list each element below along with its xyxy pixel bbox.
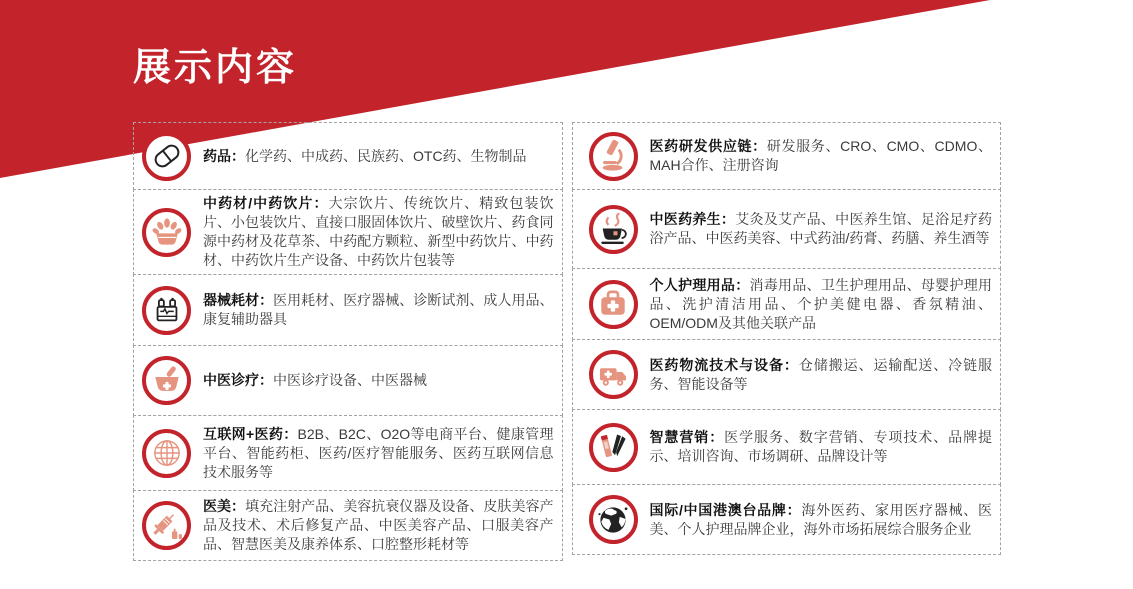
item-desc: 大宗饮片、传统饮片、精致包装饮片、小包装饮片、直接口服固体饮片、破壁饮片、药食同源中药材及花草茶、中药配方颗粒、新型中药饮片、中药材、中药饮片生产设备、中药饮片包装等 <box>203 195 554 268</box>
exhibit-item-international-brands <box>572 484 1002 555</box>
exhibit-item-pharma <box>133 122 563 190</box>
page-title: 展示内容 <box>133 47 298 89</box>
item-label: 医药研发供应链： <box>649 138 767 154</box>
exhibit-item-tcm-diagnosis <box>133 345 563 416</box>
item-label: 互联网+医药： <box>203 425 298 442</box>
item-label: 药品： <box>203 147 245 164</box>
truck-icon <box>589 350 638 399</box>
item-text <box>203 497 554 554</box>
item-text <box>203 371 427 390</box>
item-desc: 海外医药、家用医疗器械、医美、个人护理品牌企业，海外市场拓展综合服务企业 <box>649 501 993 537</box>
exhibit-item-smart-marketing <box>572 409 1002 485</box>
marker-pens-icon <box>589 423 638 472</box>
item-desc: 中医诊疗设备、中医器械 <box>273 372 427 388</box>
exhibit-item-herbs <box>133 189 563 275</box>
microscope-icon <box>589 132 638 181</box>
item-desc: 研发服务、CRO、CMO、CDMO、MAH合作、注册咨询 <box>649 138 992 173</box>
item-text <box>203 194 554 270</box>
item-desc: 消毒用品、卫生护理用品、母婴护理用品、洗护清洁用品、个护美健电器、香氛精油、OEM/ODM及其他关联产品 <box>649 276 993 331</box>
syringe-icon <box>142 501 191 550</box>
earth-icon <box>589 495 638 544</box>
item-desc: 化学药、中成药、民族药、OTC药、生物制品 <box>245 147 527 164</box>
item-label: 国际/中国港澳台品牌： <box>649 501 802 518</box>
item-text <box>650 356 993 394</box>
item-label: 器械耗材： <box>203 292 274 308</box>
item-label: 个人护理用品： <box>649 276 750 293</box>
item-label: 中医诊疗： <box>203 372 273 388</box>
item-text <box>650 137 993 175</box>
capsule-icon <box>142 132 191 181</box>
item-desc: 填充注射产品、美容抗衰仪器及设备、皮肤美容产品及技术、术后修复产品、中医美容产品、口服美容产品、智慧医美及康养体系、口腔整形耗材等 <box>203 498 554 552</box>
first-aid-bag-icon <box>589 280 638 329</box>
mortar-pestle-icon <box>142 356 191 405</box>
teacup-icon <box>589 205 638 254</box>
exhibit-item-logistics <box>572 339 1002 410</box>
item-label: 医美： <box>203 498 246 514</box>
column-right <box>572 122 1002 561</box>
item-desc: 医学服务、数字营销、专项技术、品牌提示、培训咨询、市场调研、品牌设计等 <box>649 429 993 464</box>
item-text <box>203 291 554 329</box>
item-label: 中医药养生： <box>649 211 736 227</box>
item-desc: 仓储搬运、运输配送、冷链服务、智能设备等 <box>649 356 993 392</box>
item-desc: B2B、B2C、O2O等电商平台、健康管理平台、智能药柜、医药/医疗智能服务、医药互联网信息技术服务等 <box>203 425 554 480</box>
exhibit-item-rnd-supply <box>572 122 1002 190</box>
exhibit-item-devices <box>133 274 563 346</box>
item-label: 中药材/中药饮片： <box>203 195 329 211</box>
exhibit-item-personal-care <box>572 268 1002 340</box>
item-text <box>203 425 554 482</box>
globe-grid-icon <box>142 429 191 478</box>
item-text <box>650 276 993 333</box>
herb-icon <box>142 208 191 257</box>
item-text <box>650 428 993 466</box>
item-desc: 艾灸及艾产品、中医养生馆、足浴足疗药浴产品、中医药美容、中式药油/药膏、药膳、养生酒等 <box>649 211 993 246</box>
medical-device-icon <box>142 286 191 335</box>
exhibit-item-tcm-wellness <box>572 189 1002 269</box>
column-left <box>133 122 563 561</box>
item-text <box>650 501 993 539</box>
item-desc: 医用耗材、医疗器械、诊断试剂、成人用品、康复辅助器具 <box>203 292 554 327</box>
exhibit-item-internet-pharma <box>133 415 563 491</box>
item-label: 智慧营销： <box>649 429 725 445</box>
item-text <box>203 147 527 166</box>
item-label: 医药物流技术与设备： <box>649 356 799 373</box>
item-text <box>650 210 993 248</box>
exhibit-item-medical-beauty <box>133 490 563 561</box>
content-grid <box>133 122 1001 561</box>
